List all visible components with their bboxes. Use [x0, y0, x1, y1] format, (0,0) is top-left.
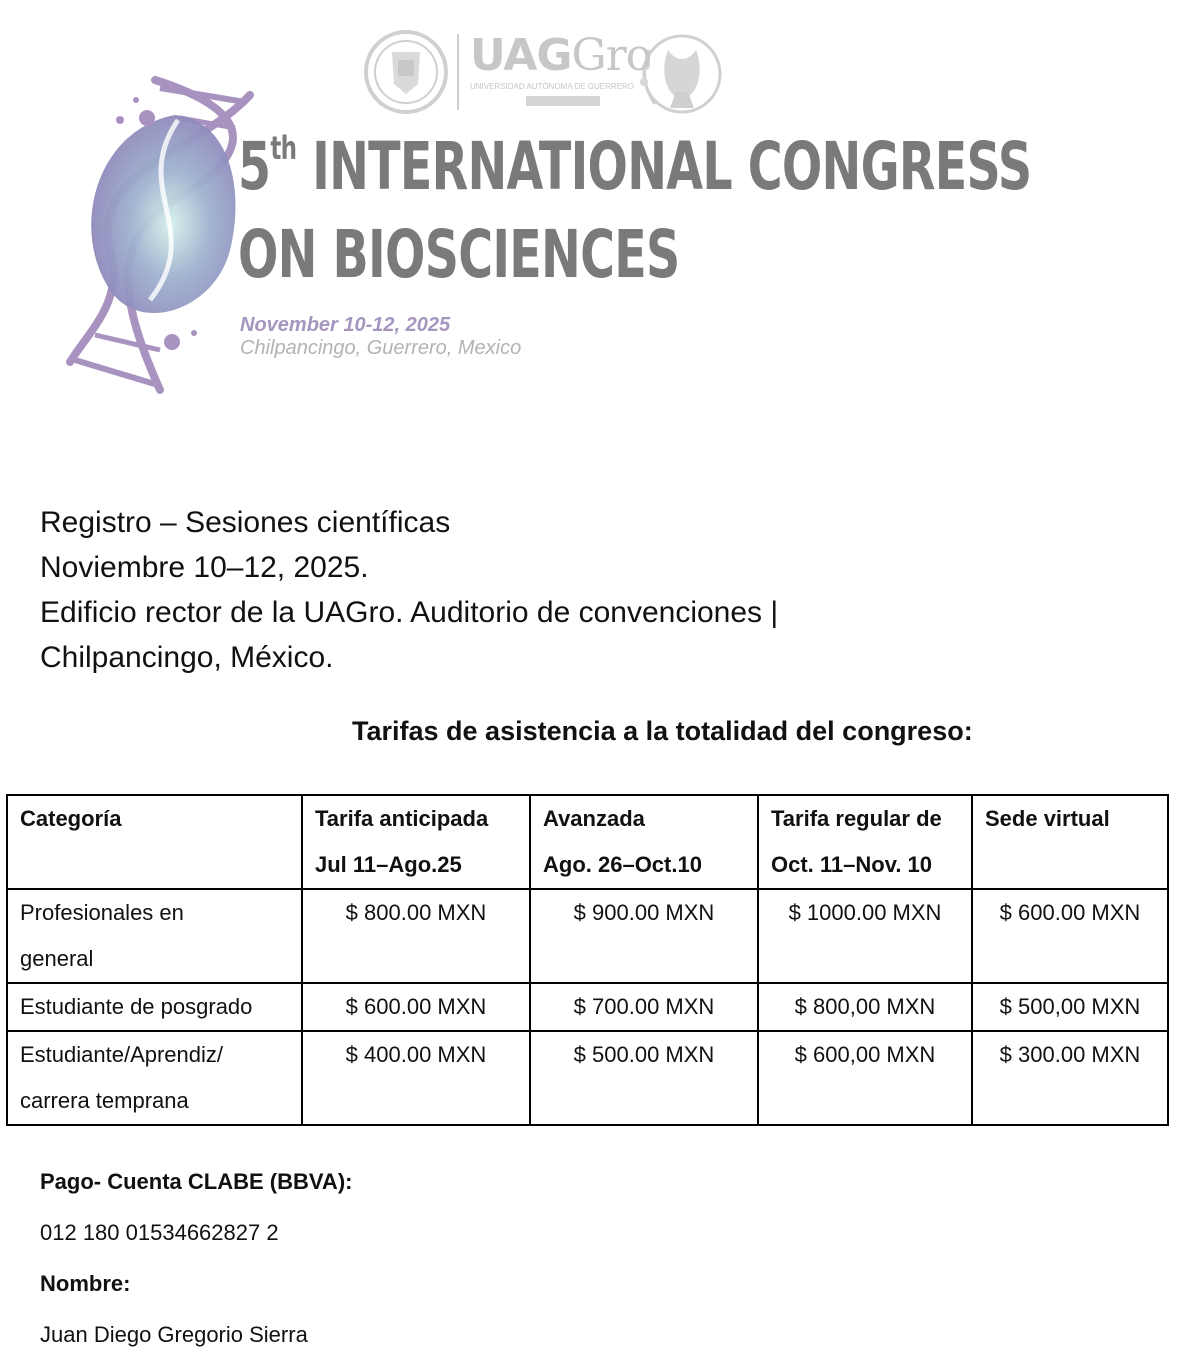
payment-info	[40, 1156, 352, 1360]
congress-title-line-2: ON BIOSCIENCES	[238, 216, 680, 293]
price-cell: $ 400.00 MXN	[302, 1031, 530, 1125]
price-cell: $ 1000.00 MXN	[758, 889, 972, 983]
header-cell-regular	[758, 795, 972, 889]
title-ordinal: th	[270, 129, 297, 167]
header-text: Avanzada	[543, 806, 645, 831]
header-cell-category	[7, 795, 302, 889]
header-cell-early	[302, 795, 530, 889]
intro-line-dates: Noviembre 10–12, 2025.	[40, 551, 369, 584]
price-cell: $ 800.00 MXN	[302, 889, 530, 983]
name-label: Nombre:	[40, 1271, 131, 1296]
header-text: Tarifa regular de	[771, 806, 942, 831]
intro-line-title: Registro – Sesiones científicas	[40, 506, 451, 539]
table-row	[7, 889, 1168, 983]
price-cell: $ 300.00 MXN	[972, 1031, 1168, 1125]
title-line1-rest: INTERNATIONAL CONGRESS	[296, 128, 1032, 205]
uagro-wordmark-ro: ro	[605, 30, 652, 81]
header-text: Sede virtual	[985, 806, 1110, 831]
congress-banner	[0, 0, 1192, 420]
price-cell: $ 600,00 MXN	[758, 1031, 972, 1125]
category-text: Estudiante/Aprendiz/	[20, 1042, 224, 1067]
university-seal-icon	[366, 32, 446, 112]
category-cell	[7, 1031, 302, 1125]
category-text-2: general	[20, 946, 94, 971]
price-cell: $ 500.00 MXN	[530, 1031, 758, 1125]
uagro-wordmark-suffix	[572, 30, 652, 81]
registration-intro	[40, 500, 1140, 680]
congress-place: Chilpancingo, Guerrero, Mexico	[240, 337, 522, 359]
dna-logo-icon	[70, 80, 250, 390]
uagro-wordmark	[470, 30, 651, 81]
price-cell: $ 600.00 MXN	[302, 983, 530, 1031]
category-text: Estudiante de posgrado	[20, 994, 253, 1019]
price-cell: $ 900.00 MXN	[530, 889, 758, 983]
header-text-2: Oct. 11–Nov. 10	[771, 852, 933, 877]
biosciences-emblem-icon	[640, 36, 720, 112]
header-text: Categoría	[20, 806, 122, 831]
header-cell-advanced	[530, 795, 758, 889]
title-number: 5	[238, 128, 271, 205]
account-label: Pago- Cuenta CLABE (BBVA):	[40, 1169, 353, 1194]
uagro-subtitle: UNIVERSIDAD AUTÓNOMA DE GUERRERO	[470, 82, 635, 91]
intro-line-venue: Edificio rector de la UAGro. Auditorio de convenciones |	[40, 596, 779, 629]
table-row	[7, 1031, 1168, 1125]
uagro-wordmark-main: UAG	[470, 30, 572, 81]
header-cell-virtual	[972, 795, 1168, 889]
congress-date: November 10-12, 2025	[240, 314, 451, 336]
table-header-row	[7, 795, 1168, 889]
intro-line-city: Chilpancingo, México.	[40, 641, 334, 674]
table-row	[7, 983, 1168, 1031]
uag-stripe	[526, 96, 600, 106]
uagro-wordmark-g: G	[571, 30, 606, 81]
header-text-2: Ago. 26–Oct.10	[543, 852, 702, 877]
price-cell: $ 600.00 MXN	[972, 889, 1168, 983]
category-cell	[7, 889, 302, 983]
price-cell: $ 500,00 MXN	[972, 983, 1168, 1031]
congress-title-line-1	[238, 128, 1031, 205]
header-text: Tarifa anticipada	[315, 806, 489, 831]
fees-table	[6, 794, 1169, 1126]
category-cell	[7, 983, 302, 1031]
price-cell: $ 700.00 MXN	[530, 983, 758, 1031]
header-text-2: Jul 11–Ago.25	[315, 852, 462, 877]
name-value: Juan Diego Gregorio Sierra	[40, 1322, 308, 1347]
category-text-2: carrera temprana	[20, 1088, 189, 1113]
category-text: Profesionales en	[20, 900, 184, 925]
price-cell: $ 800,00 MXN	[758, 983, 972, 1031]
account-number: 012 180 01534662827 2	[40, 1220, 279, 1245]
fees-heading: Tarifas de asistencia a la totalidad del congreso:	[352, 716, 973, 746]
